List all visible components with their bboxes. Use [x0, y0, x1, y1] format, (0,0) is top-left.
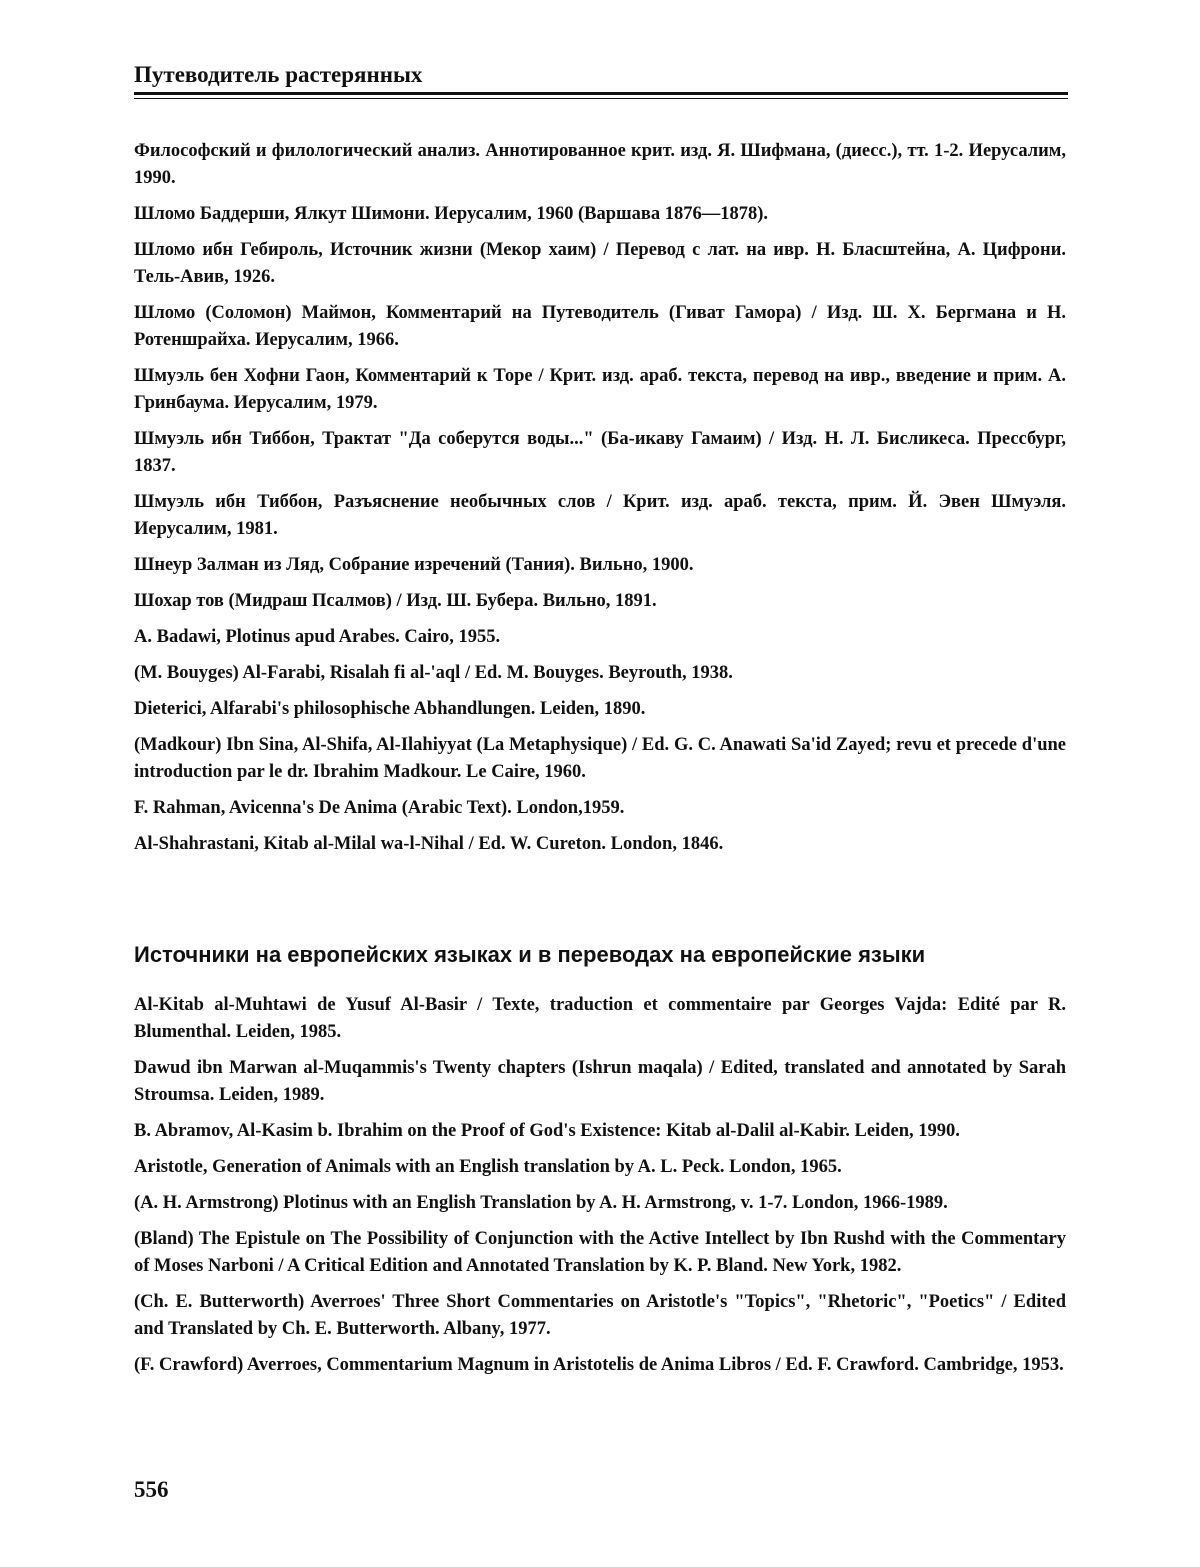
- bibliography-entry: Шохар тов (Мидраш Псалмов) / Изд. Ш. Бубера. Вильно, 1891.: [134, 591, 657, 611]
- bibliography-entry: (M. Bouyges) Al-Farabi, Risalah fi al-'aql / Ed. M. Bouyges. Beyrouth, 1938.: [134, 663, 733, 683]
- bibliography-entry: Al-Kitab al-Muhtawi de Yusuf Al-Basir / Texte, traduction et commentaire par Georges Vajda: Edité par R. Blumenthal. Leiden, 1985.: [134, 995, 1066, 1042]
- bibliography-entry: Философский и филологический анализ. Аннотированное крит. изд. Я. Шифмана, (диесс.), тт. 1-2. Иерусалим, 1990.: [134, 141, 1066, 188]
- bibliography-entry: (Bland) The Epistule on The Possibility of Conjunction with the Active Intellect by Ibn Rushd with the Commentary of Moses Narboni / A Critical Edition and Annotated Translation by K. P. Bland. New York, 1982.: [134, 1229, 1066, 1276]
- bibliography-entry: Шмуэль ибн Тиббон, Разъяснение необычных слов / Крит. изд. араб. текста, прим. Й. Эвен Шмуэля. Иерусалим, 1981.: [134, 492, 1066, 539]
- bibliography-entry: Dawud ibn Marwan al-Muqammis's Twenty chapters (Ishrun maqala) / Edited, translated and annotated by Sarah Stroumsa. Leiden, 1989.: [134, 1058, 1066, 1105]
- bibliography-entry: (Ch. E. Butterworth) Averroes' Three Short Commentaries on Aristotle's "Topics", "Rhetoric", "Poetics" / Edited and Translated by Ch. E. Butterworth. Albany, 1977.: [134, 1292, 1066, 1339]
- bibliography-entry: Шломо Баддерши, Ялкут Шимони. Иерусалим, 1960 (Варшава 1876—1878).: [134, 204, 769, 224]
- bibliography-entry: Шмуэль ибн Тиббон, Трактат "Да соберутся воды..." (Ба-икаву Гамаим) / Изд. Н. Л. Бисликеса. Прессбург, 1837.: [134, 429, 1066, 476]
- bibliography-entry: Aristotle, Generation of Animals with an English translation by A. L. Peck. London, 1965.: [134, 1157, 842, 1177]
- bibliography-entry: (Madkour) Ibn Sina, Al-Shifa, Al-Ilahiyyat (La Metaphysique) / Ed. G. C. Anawati Sa'id Zayed; revu et precede d'une introduction par le dr. Ibrahim Madkour. Le Caire, 1960.: [134, 735, 1066, 782]
- bibliography-entry: (F. Crawford) Averroes, Commentarium Magnum in Aristotelis de Anima Libros / Ed. F. Crawford. Cambridge, 1953.: [134, 1355, 1064, 1375]
- bibliography-entry: (A. H. Armstrong) Plotinus with an English Translation by A. H. Armstrong, v. 1-7. London, 1966-1989.: [134, 1193, 948, 1213]
- bibliography-entry: Al-Shahrastani, Kitab al-Milal wa-l-Nihal / Ed. W. Cureton. London, 1846.: [134, 834, 724, 854]
- header-rule-thin: [134, 98, 1068, 99]
- running-title: Путеводитель растерянных: [134, 62, 423, 87]
- bibliography-entry: Шломо ибн Гебироль, Источник жизни (Мекор хаим) / Перевод с лат. на ивр. Н. Бласштейна, А. Цифрони. Тель-Авив, 1926.: [134, 240, 1066, 287]
- header-rule-thick: [134, 92, 1068, 95]
- bibliography-entry: Шломо (Соломон) Маймон, Комментарий на Путеводитель (Гиват Гамора) / Изд. Ш. Х. Бергмана и Н. Ротеншрайха. Иерусалим, 1966.: [134, 303, 1066, 350]
- section-heading: Источники на европейских языках и в переводах на европейские языки: [134, 942, 926, 967]
- bibliography-entry: Dieterici, Alfarabi's philosophische Abhandlungen. Leiden, 1890.: [134, 699, 646, 719]
- hebrew-sources-list: [134, 138, 1066, 858]
- bibliography-entry: B. Abramov, Al-Kasim b. Ibrahim on the Proof of God's Existence: Kitab al-Dalil al-Kabir. Leiden, 1990.: [134, 1121, 960, 1141]
- bibliography-entry: A. Badawi, Plotinus apud Arabes. Cairo, 1955.: [134, 627, 501, 647]
- page-number: 556: [134, 1477, 169, 1502]
- bibliography-content: [134, 138, 1066, 1388]
- bibliography-entry: F. Rahman, Avicenna's De Anima (Arabic Text). London,1959.: [134, 798, 625, 818]
- european-sources-list: [134, 992, 1066, 1379]
- bibliography-entry: Шмуэль бен Хофни Гаон, Комментарий к Торе / Крит. изд. араб. текста, перевод на ивр., введение и прим. А. Гринбаума. Иерусалим, 1979.: [134, 366, 1066, 413]
- bibliography-entry: Шнеур Залман из Ляд, Собрание изречений (Тания). Вильно, 1900.: [134, 555, 694, 575]
